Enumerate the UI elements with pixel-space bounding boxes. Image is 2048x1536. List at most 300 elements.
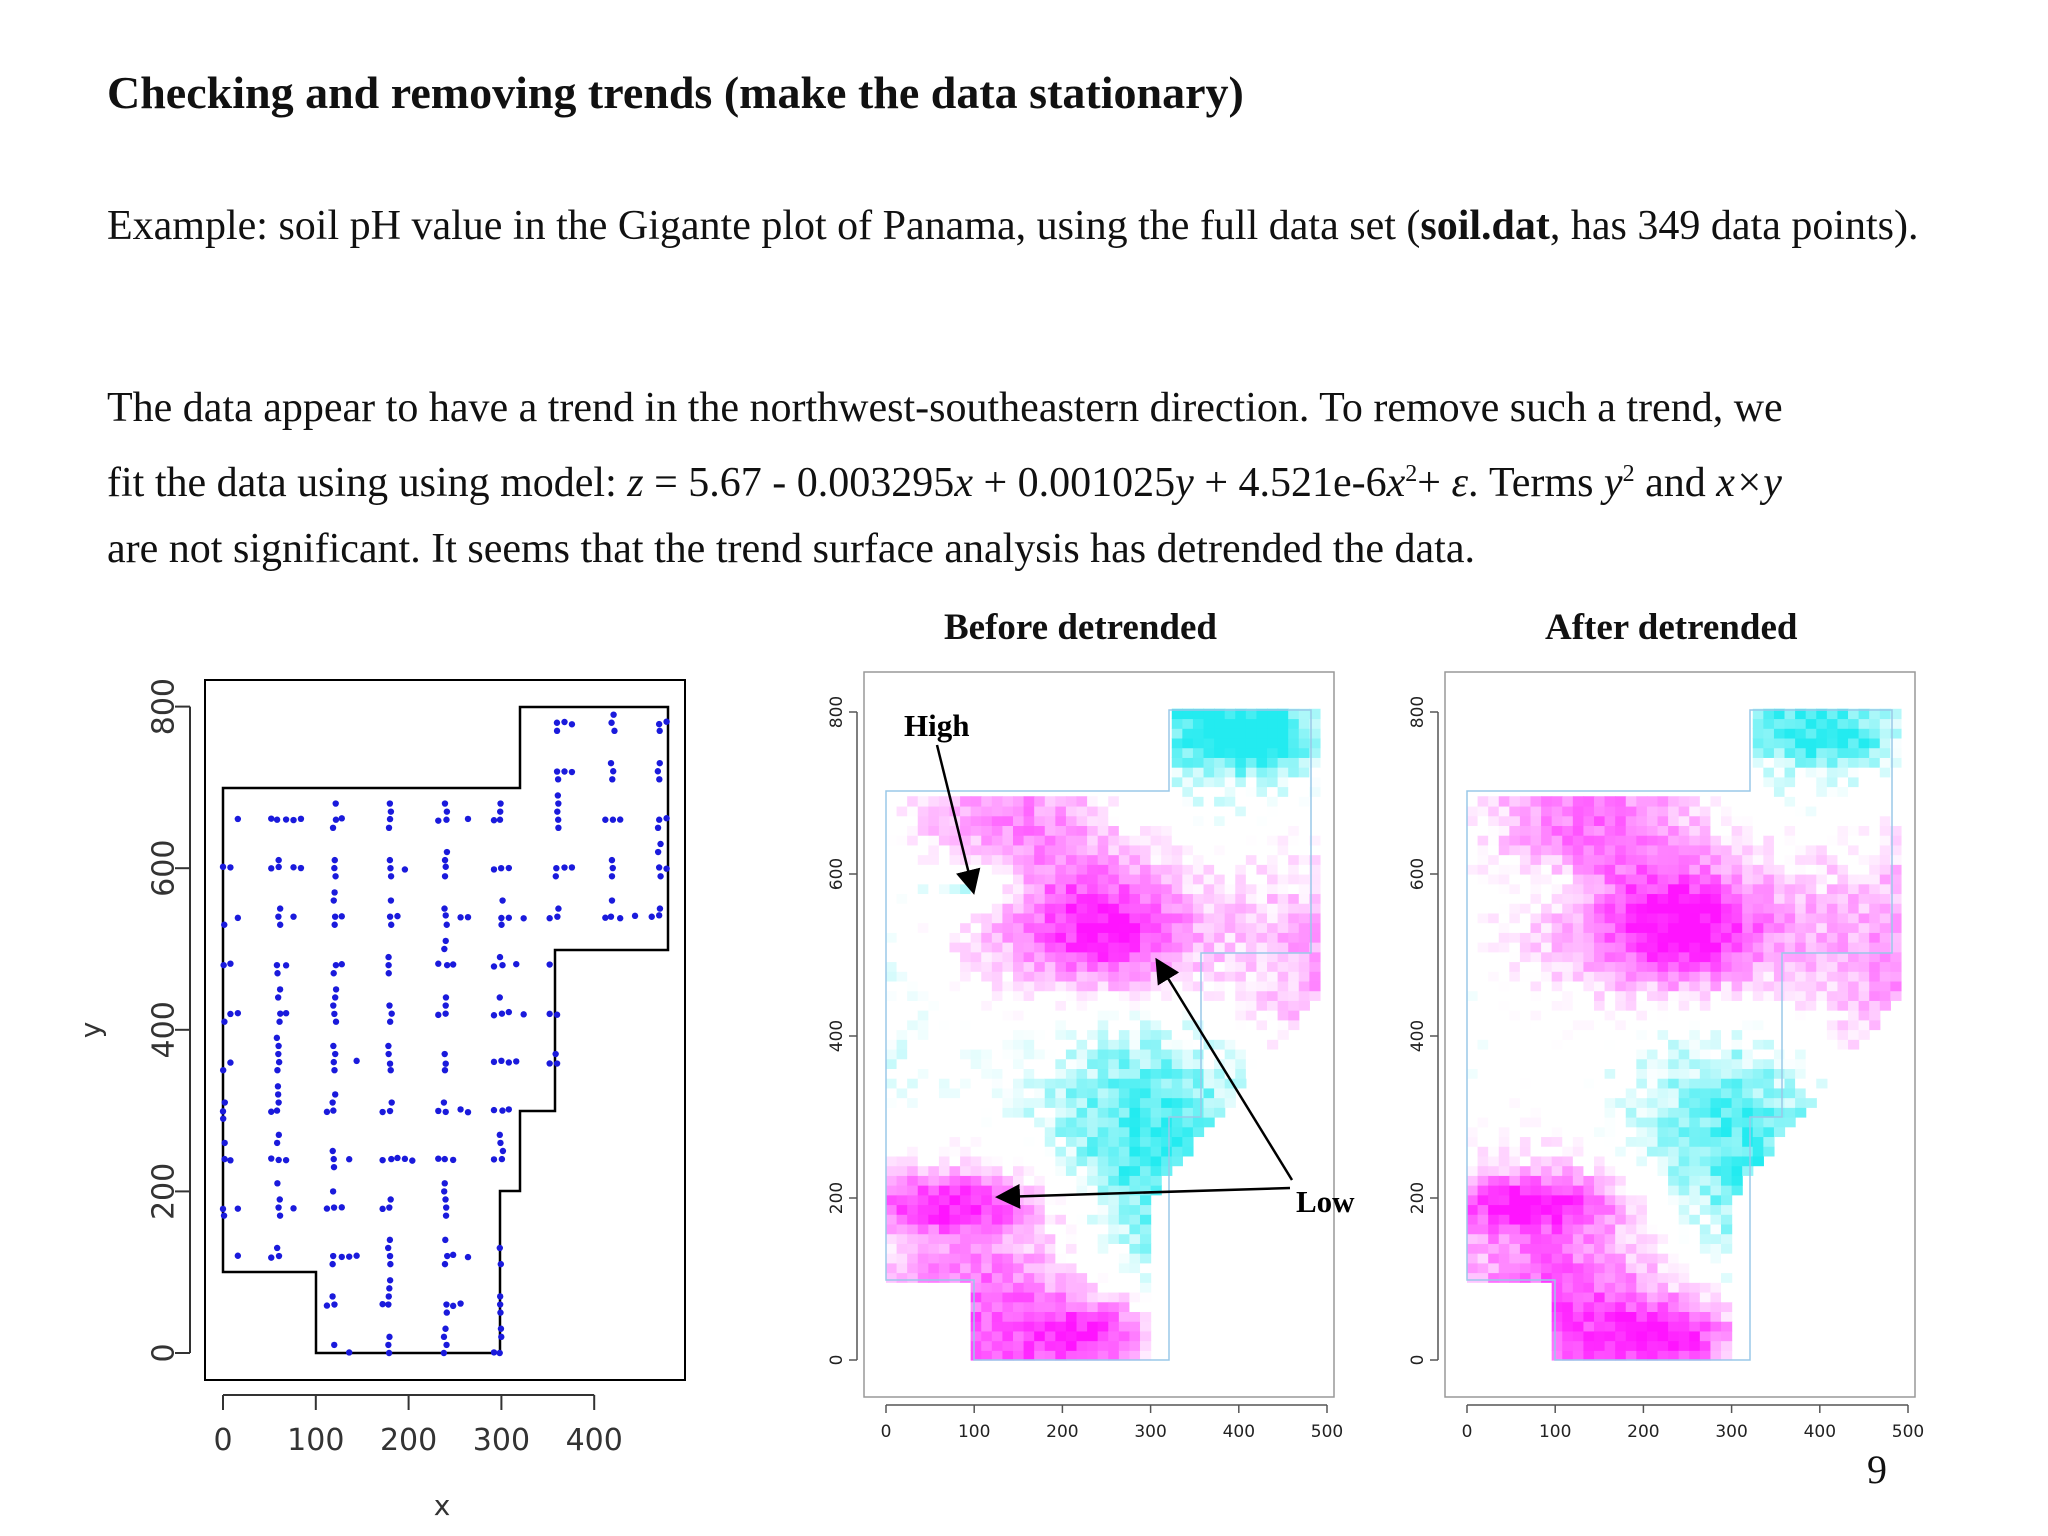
map-cell bbox=[971, 1282, 982, 1292]
map-cell bbox=[1214, 728, 1225, 738]
map-cell bbox=[886, 1146, 897, 1156]
map-cell bbox=[1151, 1146, 1162, 1156]
sample-point bbox=[554, 1012, 560, 1018]
map-cell bbox=[1499, 1224, 1510, 1234]
map-cell bbox=[1668, 1311, 1679, 1321]
map-cell bbox=[1267, 738, 1278, 748]
map-cell bbox=[1647, 913, 1658, 923]
map-cell bbox=[1541, 1185, 1552, 1195]
map-cell bbox=[1013, 1166, 1024, 1176]
map-cell bbox=[1055, 825, 1066, 835]
map-cell bbox=[950, 1273, 961, 1283]
map-cell bbox=[1573, 942, 1584, 952]
map-cell bbox=[1024, 1078, 1035, 1088]
map-cell bbox=[1721, 1331, 1732, 1341]
map-cell bbox=[1087, 932, 1098, 942]
map-cell bbox=[1531, 923, 1542, 933]
map-cell bbox=[1013, 1292, 1024, 1302]
map-cell bbox=[1689, 1059, 1700, 1069]
map-cell bbox=[1098, 1166, 1109, 1176]
map-cell bbox=[1119, 991, 1130, 1001]
map-cell bbox=[1636, 971, 1647, 981]
map-cell bbox=[1732, 1185, 1743, 1195]
map-cell bbox=[1774, 845, 1785, 855]
map-cell bbox=[897, 806, 908, 816]
map-cell bbox=[1235, 903, 1246, 913]
map-cell bbox=[1256, 835, 1267, 845]
map-cell bbox=[1573, 913, 1584, 923]
map-cell bbox=[1795, 1020, 1806, 1030]
map-cell bbox=[1509, 961, 1520, 971]
map-cell bbox=[1785, 757, 1796, 767]
map-cell bbox=[1774, 981, 1785, 991]
map-cell bbox=[1034, 1341, 1045, 1351]
map-cell bbox=[1024, 1243, 1035, 1253]
map-cell bbox=[1679, 903, 1690, 913]
map-cell bbox=[1055, 1039, 1066, 1049]
map-cell bbox=[1182, 796, 1193, 806]
map-cell bbox=[1700, 1204, 1711, 1214]
map-cell bbox=[1763, 971, 1774, 981]
map-cell bbox=[981, 816, 992, 826]
map-cell bbox=[918, 1146, 929, 1156]
map-cell bbox=[1869, 932, 1880, 942]
map-cell bbox=[1055, 1214, 1066, 1224]
map-cell bbox=[1087, 1010, 1098, 1020]
map-cell bbox=[1531, 1010, 1542, 1020]
map-cell bbox=[1732, 1088, 1743, 1098]
map-cell bbox=[886, 1049, 897, 1059]
map-cell bbox=[971, 1263, 982, 1273]
map-cell bbox=[1299, 884, 1310, 894]
map-cell bbox=[1045, 1117, 1056, 1127]
map-cell bbox=[950, 923, 961, 933]
map-cell bbox=[1880, 991, 1891, 1001]
map-x-tick-label: 300 bbox=[1134, 1422, 1167, 1442]
map-cell bbox=[1478, 1234, 1489, 1244]
map-cell bbox=[1129, 796, 1140, 806]
map-cell bbox=[1066, 1175, 1077, 1185]
map-cell bbox=[1488, 1010, 1499, 1020]
map-cell bbox=[1615, 1030, 1626, 1040]
map-cell bbox=[1119, 1078, 1130, 1088]
map-cell bbox=[1647, 1263, 1658, 1273]
map-cell bbox=[1753, 913, 1764, 923]
map-x-tick-label: 0 bbox=[1461, 1422, 1473, 1442]
map-cell bbox=[1225, 991, 1236, 1001]
map-cell bbox=[1562, 971, 1573, 981]
map-cell bbox=[960, 1224, 971, 1234]
map-cell bbox=[1129, 1166, 1140, 1176]
map-cell bbox=[1161, 1156, 1172, 1166]
map-cell bbox=[1859, 816, 1870, 826]
map-cell bbox=[1077, 1214, 1088, 1224]
sample-point bbox=[569, 721, 575, 727]
map-cell bbox=[1583, 816, 1594, 826]
sample-point bbox=[331, 865, 337, 871]
sample-point bbox=[443, 912, 449, 918]
map-cell bbox=[1055, 1156, 1066, 1166]
map-cell bbox=[886, 1224, 897, 1234]
map-cell bbox=[1055, 1292, 1066, 1302]
map-cell bbox=[1742, 903, 1753, 913]
map-cell bbox=[1615, 1117, 1626, 1127]
map-cell bbox=[1013, 1078, 1024, 1088]
map-cell bbox=[1034, 835, 1045, 845]
map-cell bbox=[981, 1000, 992, 1010]
map-cell bbox=[1467, 1088, 1478, 1098]
map-cell bbox=[1785, 1107, 1796, 1117]
map-cell bbox=[1045, 1098, 1056, 1108]
map-cell bbox=[1193, 864, 1204, 874]
map-cell bbox=[1119, 903, 1130, 913]
map-cell bbox=[1721, 1156, 1732, 1166]
map-cell bbox=[1172, 757, 1183, 767]
map-cell bbox=[1531, 1243, 1542, 1253]
map-cell bbox=[1488, 961, 1499, 971]
map-cell bbox=[1562, 1331, 1573, 1341]
map-cell bbox=[1235, 757, 1246, 767]
sample-point bbox=[227, 864, 233, 870]
map-cell bbox=[1288, 806, 1299, 816]
map-cell bbox=[1509, 1273, 1520, 1283]
sample-point bbox=[609, 897, 615, 903]
map-cell bbox=[1288, 913, 1299, 923]
map-cell bbox=[960, 1010, 971, 1020]
map-cell bbox=[1700, 1350, 1711, 1360]
map-cell bbox=[950, 1156, 961, 1166]
map-cell bbox=[1299, 796, 1310, 806]
map-cell bbox=[1763, 835, 1774, 845]
map-cell bbox=[1108, 1321, 1119, 1331]
map-cell bbox=[1140, 1204, 1151, 1214]
map-cell bbox=[971, 1117, 982, 1127]
map-cell bbox=[1204, 1068, 1215, 1078]
map-cell bbox=[1806, 1010, 1817, 1020]
map-cell bbox=[1658, 1136, 1669, 1146]
map-cell bbox=[918, 1175, 929, 1185]
map-cell bbox=[1689, 1331, 1700, 1341]
map-cell bbox=[1488, 1088, 1499, 1098]
map-cell bbox=[928, 1049, 939, 1059]
map-cell bbox=[1562, 1185, 1573, 1195]
map-cell bbox=[1129, 1059, 1140, 1069]
map-cell bbox=[1140, 845, 1151, 855]
map-cell bbox=[1859, 845, 1870, 855]
map-cell bbox=[1161, 884, 1172, 894]
map-cell bbox=[918, 1107, 929, 1117]
map-cell bbox=[1615, 1175, 1626, 1185]
map-cell bbox=[1859, 932, 1870, 942]
map-cell bbox=[1689, 835, 1700, 845]
map-cell bbox=[1193, 806, 1204, 816]
map-cell bbox=[1552, 1127, 1563, 1137]
map-cell bbox=[1087, 1350, 1098, 1360]
sample-point bbox=[441, 1099, 447, 1105]
sample-point bbox=[387, 857, 393, 863]
map-cell bbox=[1562, 913, 1573, 923]
map-cell bbox=[1774, 767, 1785, 777]
map-cell bbox=[1488, 825, 1499, 835]
map-cell bbox=[897, 796, 908, 806]
map-cell bbox=[1509, 1156, 1520, 1166]
map-cell bbox=[1594, 796, 1605, 806]
map-cell bbox=[1827, 816, 1838, 826]
map-cell bbox=[1615, 1146, 1626, 1156]
map-cell bbox=[950, 864, 961, 874]
map-cell bbox=[1848, 1039, 1859, 1049]
map-cell bbox=[1541, 1273, 1552, 1283]
map-cell bbox=[1034, 1243, 1045, 1253]
map-cell bbox=[1562, 1253, 1573, 1263]
map-cell bbox=[939, 1127, 950, 1137]
map-cell bbox=[1552, 1243, 1563, 1253]
map-cell bbox=[1594, 1010, 1605, 1020]
map-cell bbox=[1509, 932, 1520, 942]
map-cell bbox=[1467, 1185, 1478, 1195]
map-cell bbox=[1024, 1282, 1035, 1292]
map-cell bbox=[1837, 884, 1848, 894]
map-cell bbox=[1055, 1224, 1066, 1234]
map-cell bbox=[1013, 1243, 1024, 1253]
sample-point bbox=[394, 1155, 400, 1161]
map-cell bbox=[1721, 796, 1732, 806]
map-cell bbox=[1552, 1234, 1563, 1244]
map-cell bbox=[1034, 806, 1045, 816]
map-cell bbox=[1658, 1039, 1669, 1049]
map-cell bbox=[950, 1204, 961, 1214]
map-cell bbox=[1119, 1273, 1130, 1283]
sample-point bbox=[656, 817, 662, 823]
map-cell bbox=[1034, 1253, 1045, 1263]
map-cell bbox=[992, 1253, 1003, 1263]
map-cell bbox=[1795, 903, 1806, 913]
map-cell bbox=[1013, 893, 1024, 903]
map-cell bbox=[1742, 1117, 1753, 1127]
map-cell bbox=[1763, 1078, 1774, 1088]
map-cell bbox=[1267, 787, 1278, 797]
map-cell bbox=[1129, 1088, 1140, 1098]
map-cell bbox=[1077, 1146, 1088, 1156]
map-cell bbox=[1732, 855, 1743, 865]
map-cell bbox=[1098, 1078, 1109, 1088]
map-cell bbox=[1679, 874, 1690, 884]
map-cell bbox=[1225, 864, 1236, 874]
map-cell bbox=[907, 1185, 918, 1195]
map-cell bbox=[1140, 816, 1151, 826]
map-cell bbox=[960, 942, 971, 952]
map-cell bbox=[971, 932, 982, 942]
map-cell bbox=[1552, 825, 1563, 835]
map-cell bbox=[1172, 903, 1183, 913]
map-cell bbox=[939, 1010, 950, 1020]
map-cell bbox=[1002, 835, 1013, 845]
map-cell bbox=[1299, 942, 1310, 952]
map-cell bbox=[1837, 991, 1848, 1001]
map-cell bbox=[1848, 855, 1859, 865]
map-cell bbox=[1299, 864, 1310, 874]
map-cell bbox=[1024, 923, 1035, 933]
map-cell bbox=[1499, 981, 1510, 991]
map-cell bbox=[1605, 1273, 1616, 1283]
map-cell bbox=[1531, 1204, 1542, 1214]
map-cell bbox=[1541, 874, 1552, 884]
map-cell bbox=[1541, 923, 1552, 933]
sample-point bbox=[388, 873, 394, 879]
map-cell bbox=[1668, 796, 1679, 806]
map-cell bbox=[1573, 1146, 1584, 1156]
map-cell bbox=[1467, 1234, 1478, 1244]
map-cell bbox=[897, 1088, 908, 1098]
map-cell bbox=[1573, 1282, 1584, 1292]
map-cell bbox=[886, 913, 897, 923]
map-cell bbox=[1615, 1098, 1626, 1108]
map-cell bbox=[1129, 816, 1140, 826]
map-cell bbox=[1055, 845, 1066, 855]
sample-point bbox=[506, 865, 512, 871]
map-cell bbox=[981, 1224, 992, 1234]
map-cell bbox=[1299, 787, 1310, 797]
map-cell bbox=[992, 1292, 1003, 1302]
map-cell bbox=[1647, 1331, 1658, 1341]
annotation-high: High bbox=[904, 708, 970, 743]
map-cell bbox=[1246, 1020, 1257, 1030]
map-cell bbox=[1816, 835, 1827, 845]
map-cell bbox=[1552, 1302, 1563, 1312]
map-cell bbox=[1668, 825, 1679, 835]
map-cell bbox=[1509, 1263, 1520, 1273]
map-cell bbox=[1583, 874, 1594, 884]
map-cell bbox=[1700, 1331, 1711, 1341]
map-cell bbox=[1668, 816, 1679, 826]
map-cell bbox=[1478, 1030, 1489, 1040]
map-cell bbox=[1605, 893, 1616, 903]
map-cell bbox=[1615, 1341, 1626, 1351]
map-cell bbox=[1573, 1078, 1584, 1088]
map-cell bbox=[1129, 1292, 1140, 1302]
map-y-tick-label: 200 bbox=[827, 1181, 847, 1215]
map-cell bbox=[1467, 1049, 1478, 1059]
map-cell bbox=[1774, 1020, 1785, 1030]
map-cell bbox=[1689, 1039, 1700, 1049]
map-cell bbox=[1066, 1224, 1077, 1234]
map-cell bbox=[1583, 1224, 1594, 1234]
sample-point bbox=[275, 1099, 281, 1105]
map-cell bbox=[897, 942, 908, 952]
map-cell bbox=[939, 855, 950, 865]
map-cell bbox=[1562, 1204, 1573, 1214]
before-detrended-title: Before detrended bbox=[944, 607, 1218, 648]
map-cell bbox=[1098, 835, 1109, 845]
map-cell bbox=[1668, 1195, 1679, 1205]
map-cell bbox=[907, 1049, 918, 1059]
map-cell bbox=[1763, 893, 1774, 903]
map-cell bbox=[1615, 1010, 1626, 1020]
sample-point bbox=[221, 1019, 227, 1025]
map-cell bbox=[1880, 874, 1891, 884]
map-cell bbox=[1256, 981, 1267, 991]
map-cell bbox=[1214, 874, 1225, 884]
map-cell bbox=[1647, 1000, 1658, 1010]
map-cell bbox=[1647, 991, 1658, 1001]
map-cell bbox=[1573, 1263, 1584, 1273]
map-cell bbox=[1806, 1078, 1817, 1088]
map-cell bbox=[1288, 1000, 1299, 1010]
map-cell bbox=[981, 971, 992, 981]
map-cell bbox=[1795, 855, 1806, 865]
map-cell bbox=[1594, 884, 1605, 894]
sample-point bbox=[339, 1204, 345, 1210]
map-cell bbox=[1129, 864, 1140, 874]
map-cell bbox=[1077, 981, 1088, 991]
map-cell bbox=[1045, 923, 1056, 933]
map-cell bbox=[1679, 1263, 1690, 1273]
map-cell bbox=[1066, 1068, 1077, 1078]
map-cell bbox=[1246, 1068, 1257, 1078]
map-cell bbox=[1087, 1321, 1098, 1331]
map-cell bbox=[1869, 728, 1880, 738]
map-cell bbox=[1235, 991, 1246, 1001]
map-cell bbox=[1658, 1292, 1669, 1302]
map-cell bbox=[1024, 903, 1035, 913]
map-cell bbox=[1467, 903, 1478, 913]
map-cell bbox=[1615, 1059, 1626, 1069]
map-cell bbox=[1689, 874, 1700, 884]
map-cell bbox=[1066, 1117, 1077, 1127]
sample-point bbox=[290, 817, 296, 823]
map-cell bbox=[971, 855, 982, 865]
map-cell bbox=[1605, 1195, 1616, 1205]
map-cell bbox=[1193, 1107, 1204, 1117]
map-cell bbox=[1763, 1010, 1774, 1020]
sample-point bbox=[497, 1301, 503, 1307]
map-cell bbox=[1235, 777, 1246, 787]
map-cell bbox=[1077, 1195, 1088, 1205]
map-cell bbox=[1668, 913, 1679, 923]
map-cell bbox=[960, 1030, 971, 1040]
map-cell bbox=[1108, 952, 1119, 962]
map-cell bbox=[1098, 1321, 1109, 1331]
map-cell bbox=[1499, 923, 1510, 933]
map-cell bbox=[1129, 1107, 1140, 1117]
sample-point bbox=[386, 1334, 392, 1340]
map-cell bbox=[1679, 1136, 1690, 1146]
map-cell bbox=[928, 1263, 939, 1273]
map-cell bbox=[1161, 1136, 1172, 1146]
map-cell bbox=[1753, 1068, 1764, 1078]
map-cell bbox=[1753, 1000, 1764, 1010]
map-cell bbox=[1795, 1010, 1806, 1020]
map-cell bbox=[1467, 1146, 1478, 1156]
map-cell bbox=[1098, 1331, 1109, 1341]
map-cell bbox=[1615, 855, 1626, 865]
map-cell bbox=[886, 1204, 897, 1214]
sample-point bbox=[333, 1019, 339, 1025]
map-cell bbox=[1594, 1136, 1605, 1146]
map-cell bbox=[1488, 1195, 1499, 1205]
map-cell bbox=[1013, 1234, 1024, 1244]
map-cell bbox=[939, 1136, 950, 1146]
map-cell bbox=[992, 806, 1003, 816]
map-cell bbox=[1045, 961, 1056, 971]
map-cell bbox=[1214, 1020, 1225, 1030]
map-cell bbox=[1626, 1224, 1637, 1234]
map-cell bbox=[1002, 874, 1013, 884]
before-map bbox=[827, 672, 1355, 1442]
map-cell bbox=[1806, 767, 1817, 777]
map-cell bbox=[1785, 1117, 1796, 1127]
map-cell bbox=[1552, 1292, 1563, 1302]
